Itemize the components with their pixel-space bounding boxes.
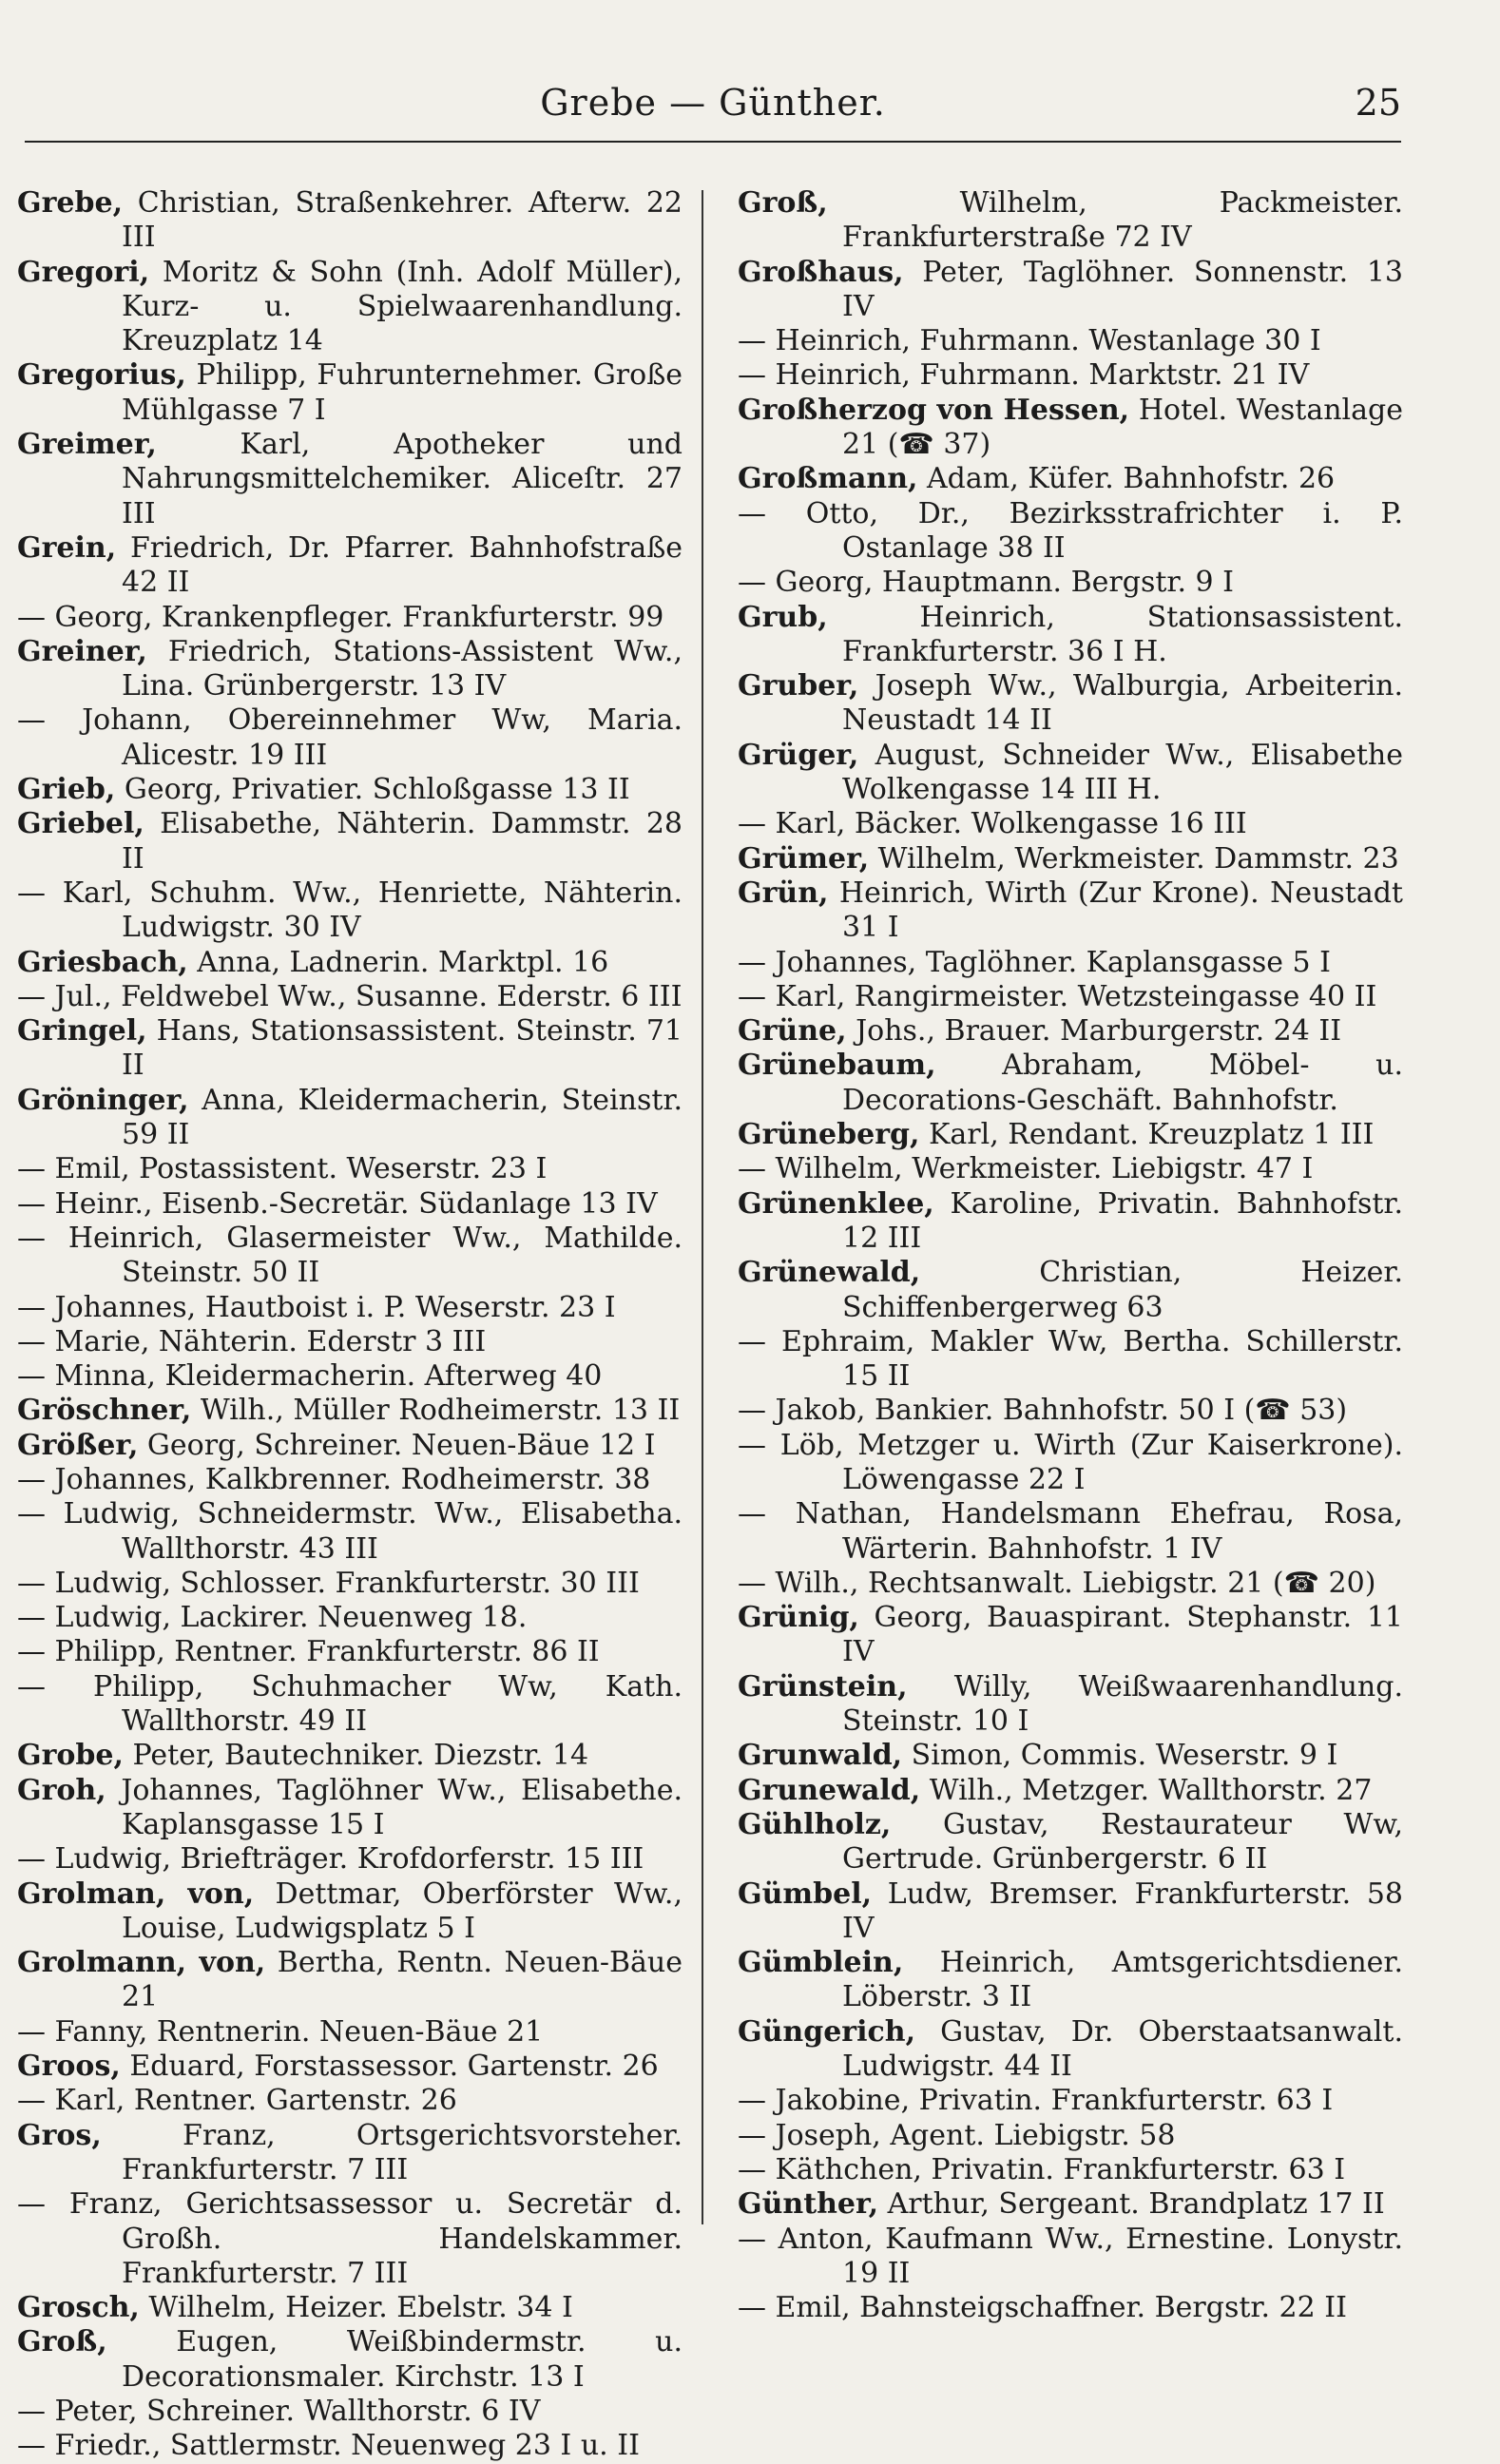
entry-text: Heinr., Eisenb.-Secretär. Südanlage 13 IV — [46, 1186, 658, 1221]
entry-text: Georg, Privatier. Schloßgasse 13 II — [115, 773, 630, 807]
directory-entry — [738, 946, 1403, 980]
entry-dash: — — [17, 876, 46, 910]
entry-text: Fanny, Rentnerin. Neuen-Bäue 21 — [46, 2014, 544, 2049]
entry-surname: Grünstein, — [738, 1669, 908, 1704]
entry-dash: — — [738, 1394, 766, 1428]
directory-entry — [17, 946, 683, 980]
directory-entry — [17, 2395, 683, 2429]
entry-surname: Grolman, von, — [17, 1877, 255, 1911]
directory-entry — [17, 1774, 683, 1843]
entry-text: Heinrich, Glasermeister Ww., Mathilde. Steinstr. 50 II — [46, 1221, 683, 1290]
entry-text: Wilhelm, Heizer. Ebelstr. 34 I — [139, 2291, 573, 2325]
directory-entry — [17, 1946, 683, 2015]
entry-surname: Großhaus, — [738, 255, 904, 289]
entry-dash: — — [738, 2152, 766, 2186]
directory-entry — [738, 186, 1403, 256]
directory-entry — [17, 703, 683, 773]
directory-entry — [17, 186, 683, 256]
entry-dash: — — [17, 2429, 46, 2463]
directory-entry — [738, 2084, 1403, 2118]
entry-dash: — — [738, 1428, 766, 1462]
directory-entry — [17, 428, 683, 531]
entry-surname: Gühlholz, — [738, 1807, 892, 1841]
entry-surname: Grünewald, — [738, 1256, 921, 1290]
entry-surname: Gümblein, — [738, 1946, 904, 1980]
entry-surname: Grolmann, von, — [17, 1946, 266, 1980]
entry-surname: Grümer, — [738, 841, 870, 876]
entry-text: Emil, Bahnsteigschaffner. Bergstr. 22 II — [766, 2291, 1347, 2325]
directory-entry — [738, 1670, 1403, 1740]
entry-text: Georg, Bauaspirant. Stephanstr. 11 IV — [842, 1601, 1403, 1669]
entry-text: Ludwig, Schneidermstr. Ww., Elisabetha. Wallthorstr. 43 III — [46, 1497, 683, 1566]
directory-entry — [738, 2015, 1403, 2085]
directory-entry — [738, 1325, 1403, 1395]
entry-dash: — — [17, 2084, 46, 2118]
entry-text: Minna, Kleidermacherin. Afterweg 40 — [46, 1359, 603, 1394]
directory-entry — [738, 2223, 1403, 2292]
directory-entry — [738, 2119, 1403, 2153]
entry-surname: Grunewald, — [738, 1773, 921, 1807]
entry-dash: — — [738, 2118, 766, 2152]
directory-entry — [738, 2153, 1403, 2187]
entry-dash: — — [738, 1497, 766, 1531]
directory-entry — [738, 1877, 1403, 1947]
directory-entry — [17, 1463, 683, 1497]
directory-entry — [17, 358, 683, 428]
entry-text: Abraham, Möbel- u. Decorations-Geschäft. Bahnhofstr. — [842, 1049, 1403, 1117]
directory-entry — [738, 1808, 1403, 1877]
entry-text: Ludw, Bremser. Frankfurterstr. 58 IV — [842, 1877, 1403, 1945]
entry-surname: Gringel, — [17, 1014, 147, 1049]
entry-dash: — — [738, 566, 766, 600]
entry-dash: — — [738, 2084, 766, 2118]
directory-entry — [17, 2429, 683, 2463]
entry-text: Wilh., Metzger. Wallthorstr. 27 — [920, 1773, 1373, 1807]
entry-surname: Grieb, — [17, 773, 116, 807]
directory-entry — [738, 980, 1403, 1014]
entry-dash: — — [17, 2014, 46, 2049]
directory-entry — [738, 1774, 1403, 1808]
entry-dash: — — [738, 496, 766, 530]
directory-entry — [17, 1635, 683, 1669]
entry-text: Heinrich, Stationsassistent. Frankfurterstr. 36 I H. — [827, 600, 1403, 668]
directory-entry — [17, 1187, 683, 1222]
directory-entry — [17, 1325, 683, 1359]
entry-text: Jakob, Bankier. Bahnhofstr. 50 I (☎ 53) — [766, 1394, 1348, 1428]
entry-dash: — — [738, 1566, 766, 1600]
entry-surname: Grünebaum, — [738, 1049, 936, 1083]
entry-text: Emil, Postassistent. Weserstr. 23 I — [46, 1152, 548, 1186]
entry-dash: — — [17, 600, 46, 634]
entry-text: Karoline, Privatin. Bahnhofstr. 12 III — [842, 1186, 1403, 1255]
entry-dash: — — [738, 979, 766, 1013]
page-header — [25, 82, 1401, 148]
entry-text: Franz, Ortsgerichtsvorsteher. Frankfurterstr. 7 III — [101, 2118, 683, 2186]
entry-surname: Gros, — [17, 2118, 102, 2152]
directory-entry — [17, 2119, 683, 2188]
entry-dash: — — [17, 1497, 46, 1531]
entry-text: Ludwig, Lackirer. Neuenweg 18. — [46, 1601, 528, 1635]
entry-text: Karl, Bäcker. Wolkengasse 16 III — [766, 807, 1247, 841]
entry-dash: — — [17, 703, 46, 738]
entry-text: Eugen, Weißbindermstr. u. Decorationsmaler. Kirchstr. 13 I — [106, 2325, 683, 2394]
directory-entry — [738, 1394, 1403, 1428]
entry-surname: Günther, — [738, 2187, 879, 2222]
entry-text: Johannes, Hautboist i. P. Weserstr. 23 I — [46, 1290, 616, 1324]
directory-entry — [17, 1359, 683, 1394]
directory-entry — [738, 1118, 1403, 1152]
entry-surname: Grünig, — [738, 1601, 859, 1635]
directory-entry — [17, 601, 683, 635]
directory-entry — [17, 2084, 683, 2118]
directory-entry — [738, 497, 1403, 567]
entry-surname: Grün, — [738, 876, 829, 910]
entry-text: Gustav, Restaurateur Ww, Gertrude. Grünbergerstr. 6 II — [842, 1807, 1403, 1877]
entry-text: Karl, Apotheker und Nahrungsmittelchemiker. Aliceſtr. 27 III — [122, 428, 683, 530]
entry-text: Moritz & Sohn (Inh. Adolf Müller), Kurz- u. Spielwaarenhandlung. Kreuzplatz 14 — [122, 255, 683, 358]
directory-entry — [17, 1084, 683, 1153]
directory-entry — [17, 531, 683, 601]
directory-entry — [17, 1601, 683, 1635]
directory-entry — [738, 1152, 1403, 1186]
entry-surname: Grüne, — [738, 1014, 847, 1049]
entry-text: Heinrich, Amtsgerichtsdiener. Löberstr. 3 II — [842, 1946, 1403, 2014]
directory-entry — [738, 1049, 1403, 1118]
directory-entry — [17, 1567, 683, 1601]
directory-entry — [738, 566, 1403, 600]
entry-surname: Grüneberg, — [738, 1118, 920, 1152]
entry-dash: — — [738, 807, 766, 841]
entry-text: Johannes, Kalkbrenner. Rodheimerstr. 38 — [46, 1462, 651, 1496]
entry-text: Friedrich, Dr. Pfarrer. Bahnhofstraße 42 II — [116, 530, 683, 600]
directory-entry — [738, 1187, 1403, 1257]
entry-surname: Griebel, — [17, 807, 144, 841]
entry-text: Nathan, Handelsmann Ehefrau, Rosa, Wärterin. Bahnhofstr. 1 IV — [766, 1497, 1403, 1566]
entry-text: Philipp, Schuhmacher Ww, Kath. Wallthorstr. 49 II — [46, 1669, 683, 1739]
directory-entry — [738, 2187, 1403, 2222]
directory-entry — [17, 807, 683, 876]
entry-dash: — — [17, 1842, 46, 1877]
entry-surname: Grobe, — [17, 1739, 124, 1773]
entry-surname: Güngerich, — [738, 2014, 916, 2049]
entry-surname: Gregorius, — [17, 358, 186, 393]
directory-entry — [738, 462, 1403, 496]
directory-entry — [738, 1739, 1403, 1773]
entry-text: Willy, Weißwaarenhandlung. Steinstr. 10 I — [842, 1669, 1403, 1739]
entry-surname: Greiner, — [17, 634, 147, 668]
entry-dash: — — [17, 2187, 46, 2222]
directory-entry — [738, 324, 1403, 358]
entry-dash: — — [17, 1601, 46, 1635]
entry-dash: — — [738, 945, 766, 979]
directory-entry — [17, 2015, 683, 2050]
entry-dash: — — [17, 1152, 46, 1186]
entry-dash: — — [17, 979, 46, 1013]
entry-text: Franz, Gerichtsassessor u. Secretär d. Großh. Handelskammer. Frankfurterstr. 7 III — [46, 2187, 683, 2290]
entry-text: Ludwig, Schlosser. Frankfurterstr. 30 III — [46, 1566, 640, 1600]
entry-surname: Grünenklee, — [738, 1186, 934, 1221]
entry-surname: Größer, — [17, 1428, 139, 1462]
entry-text: Otto, Dr., Bezirksstrafrichter i. P. Ostanlage 38 II — [766, 496, 1403, 565]
entry-dash: — — [17, 1186, 46, 1221]
entry-text: Elisabethe, Nähterin. Dammstr. 28 II — [122, 807, 683, 876]
entry-dash: — — [17, 1359, 46, 1394]
directory-entry — [738, 1256, 1403, 1325]
directory-entry — [17, 2325, 683, 2395]
entry-dash: — — [17, 1221, 46, 1255]
directory-entry — [17, 2187, 683, 2291]
entry-surname: Gruber, — [738, 669, 859, 703]
entry-text: Georg, Hauptmann. Bergstr. 9 I — [766, 566, 1234, 600]
entry-surname: Grunwald, — [738, 1739, 903, 1773]
entry-text: Karl, Rentner. Gartenstr. 26 — [46, 2084, 457, 2118]
entry-text: Joseph, Agent. Liebigstr. 58 — [766, 2118, 1176, 2152]
directory-entry — [738, 1014, 1403, 1049]
entry-text: Wilh., Rechtsanwalt. Liebigstr. 21 (☎ 20) — [766, 1566, 1376, 1600]
entry-text: Eduard, Forstassessor. Gartenstr. 26 — [120, 2050, 659, 2084]
directory-entry — [17, 256, 683, 359]
entry-text: Adam, Küfer. Bahnhofstr. 26 — [917, 462, 1336, 496]
directory-entry — [738, 394, 1403, 463]
entry-surname: Grüger, — [738, 738, 859, 772]
entry-text: Philipp, Fuhrunternehmer. Große Mühlgasse 7 I — [122, 358, 683, 427]
entry-surname: Großherzog von Hessen, — [738, 393, 1130, 427]
entry-text: August, Schneider Ww., Elisabethe Wolkengasse 14 III H. — [842, 738, 1403, 807]
directory-entry — [17, 2291, 683, 2325]
directory-entry — [17, 1152, 683, 1186]
entry-text: Löb, Metzger u. Wirth (Zur Kaiserkrone). Löwengasse 22 I — [766, 1428, 1403, 1496]
directory-entry — [17, 2050, 683, 2084]
entry-text: Bertha, Rentn. Neuen-Bäue 21 — [122, 1946, 683, 2014]
entry-text: Ludwig, Briefträger. Krofdorferstr. 15 III — [46, 1842, 644, 1877]
directory-entry — [17, 1670, 683, 1740]
directory-entry — [738, 669, 1403, 739]
entry-text: Georg, Krankenpfleger. Frankfurterstr. 99 — [46, 600, 664, 634]
directory-entry — [738, 842, 1403, 876]
entry-dash: — — [738, 2291, 766, 2325]
entry-text: Philipp, Rentner. Frankfurterstr. 86 II — [46, 1635, 600, 1669]
directory-entry — [738, 1497, 1403, 1567]
directory-entry — [17, 1877, 683, 1947]
directory-entry — [738, 1429, 1403, 1498]
entry-surname: Greimer, — [17, 428, 157, 462]
entry-text: Simon, Commis. Weserstr. 9 I — [902, 1739, 1338, 1773]
directory-entry — [738, 807, 1403, 841]
entry-text: Wilhelm, Werkmeister. Liebigstr. 47 I — [766, 1152, 1314, 1186]
entry-dash: — — [17, 1566, 46, 1600]
entry-text: Anna, Ladnerin. Marktpl. 16 — [187, 945, 609, 979]
entry-surname: Groh, — [17, 1773, 106, 1807]
directory-entry — [738, 1601, 1403, 1670]
directory-entry — [17, 635, 683, 704]
entry-text: Christian, Straßenkehrer. Afterw. 22 III — [122, 186, 683, 255]
entry-surname: Gümbel, — [738, 1877, 873, 1911]
directory-entry — [738, 358, 1403, 393]
entry-surname: Grebe, — [17, 186, 124, 220]
entry-text: Dettmar, Oberförster Ww., Louise, Ludwigsplatz 5 I — [122, 1877, 683, 1945]
directory-entry — [738, 2291, 1403, 2325]
directory-entry — [738, 256, 1403, 325]
entry-dash: — — [738, 324, 766, 358]
directory-entry — [17, 773, 683, 807]
entry-text: Wilh., Müller Rodheimerstr. 13 II — [191, 1394, 681, 1428]
entry-text: Johann, Obereinnehmer Ww, Maria. Alicestr. 19 III — [46, 703, 683, 772]
entry-dash: — — [17, 1635, 46, 1669]
entry-text: Käthchen, Privatin. Frankfurterstr. 63 I — [766, 2152, 1346, 2186]
entry-text: Heinrich, Fuhrmann. Westanlage 30 I — [766, 324, 1321, 358]
entry-text: Anna, Kleidermacherin, Steinstr. 59 II — [122, 1083, 683, 1152]
entry-dash: — — [738, 1152, 766, 1186]
directory-entry — [17, 1739, 683, 1773]
directory-entry — [738, 1567, 1403, 1601]
entry-text: Joseph Ww., Walburgia, Arbeiterin. Neustadt 14 II — [842, 669, 1403, 738]
entry-surname: Grein, — [17, 530, 117, 565]
directory-entry — [17, 1429, 683, 1463]
entry-text: Jul., Feldwebel Ww., Susanne. Ederstr. 6 III — [46, 979, 683, 1013]
entry-text: Christian, Heizer. Schiffenbergerweg 63 — [842, 1256, 1403, 1324]
entry-surname: Groß, — [17, 2325, 107, 2359]
entry-text: Johannes, Taglöhner. Kaplansgasse 5 I — [766, 945, 1331, 979]
entry-dash: — — [17, 2395, 46, 2428]
entry-text: Peter, Bautechniker. Diezstr. 14 — [123, 1739, 589, 1773]
entry-dash: — — [17, 1324, 46, 1358]
entry-text: Johs., Brauer. Marburgerstr. 24 II — [846, 1014, 1342, 1049]
entry-text: Heinrich, Fuhrmann. Marktstr. 21 IV — [766, 358, 1310, 393]
entry-surname: Gröninger, — [17, 1083, 189, 1117]
entry-text: Johannes, Taglöhner Ww., Elisabethe. Kaplansgasse 15 I — [106, 1773, 683, 1841]
entry-text: Arthur, Sergeant. Brandplatz 17 II — [878, 2187, 1385, 2222]
entry-text: Peter, Schreiner. Wallthorstr. 6 IV — [46, 2395, 541, 2428]
entry-text: Friedr., Sattlermstr. Neuenweg 23 I u. II — [46, 2429, 640, 2463]
entry-text: Heinrich, Wirth (Zur Krone). Neustadt 31 I — [828, 876, 1403, 945]
right-column — [738, 186, 1403, 2325]
directory-entry — [17, 1497, 683, 1567]
entry-surname: Gröschner, — [17, 1394, 192, 1428]
entry-text: Marie, Nähterin. Ederstr 3 III — [46, 1324, 487, 1358]
directory-entry — [17, 1291, 683, 1325]
entry-dash: — — [738, 1324, 766, 1358]
entry-text: Peter, Taglöhner. Sonnenstr. 13 IV — [842, 255, 1403, 323]
page-title: Grebe — Günther. — [540, 82, 886, 124]
entry-text: Hans, Stationsassistent. Steinstr. 71 II — [122, 1014, 683, 1083]
entry-surname: Gregori, — [17, 255, 150, 289]
entry-dash: — — [17, 1462, 46, 1496]
directory-entry — [17, 1014, 683, 1084]
directory-entry — [17, 876, 683, 946]
entry-text: Gustav, Dr. Oberstaatsanwalt. Ludwigstr. 44 II — [842, 2014, 1403, 2084]
entry-text: Hotel. Westanlage 21 (☎ 37) — [842, 393, 1403, 462]
entry-text: Ephraim, Makler Ww, Bertha. Schillerstr. 15 II — [766, 1324, 1403, 1394]
entry-text: Karl, Rangirmeister. Wetzsteingasse 40 II — [766, 979, 1377, 1013]
entry-surname: Grub, — [738, 600, 828, 634]
directory-entry — [738, 601, 1403, 670]
page-number: 25 — [1355, 82, 1401, 124]
entry-surname: Griesbach, — [17, 945, 188, 979]
directory-entry — [738, 739, 1403, 808]
left-column — [17, 186, 683, 2464]
entry-surname: Großmann, — [738, 462, 918, 496]
directory-entry — [17, 980, 683, 1014]
entry-text: Georg, Schreiner. Neuen-Bäue 12 I — [138, 1428, 656, 1462]
directory-entry — [738, 1946, 1403, 2015]
directory-entry — [17, 1394, 683, 1428]
entry-dash: — — [17, 1290, 46, 1324]
entry-text: Wilhelm, Werkmeister. Dammstr. 23 — [869, 841, 1399, 876]
entry-text: Friedrich, Stations-Assistent Ww., Lina. Grünbergerstr. 13 IV — [122, 634, 683, 703]
entry-text: Karl, Schuhm. Ww., Henriette, Nähterin. Ludwigstr. 30 IV — [46, 876, 683, 945]
entry-surname: Groos, — [17, 2050, 121, 2084]
entry-surname: Groß, — [738, 186, 828, 220]
column-divider — [702, 190, 703, 2224]
entry-dash: — — [17, 1669, 46, 1704]
entry-dash: — — [738, 358, 766, 393]
directory-entry — [17, 1222, 683, 1291]
directory-entry — [17, 1842, 683, 1877]
entry-text: Karl, Rendant. Kreuzplatz 1 III — [919, 1118, 1375, 1152]
entry-text: Wilhelm, Packmeister. Frankfurterstraße 72 IV — [827, 186, 1403, 255]
header-rule — [25, 141, 1401, 143]
directory-entry — [738, 876, 1403, 946]
entry-text: Anton, Kaufmann Ww., Ernestine. Lonystr. 19 II — [766, 2222, 1403, 2290]
entry-surname: Grosch, — [17, 2291, 140, 2325]
entry-dash: — — [738, 2222, 766, 2256]
entry-text: Jakobine, Privatin. Frankfurterstr. 63 I — [766, 2084, 1334, 2118]
